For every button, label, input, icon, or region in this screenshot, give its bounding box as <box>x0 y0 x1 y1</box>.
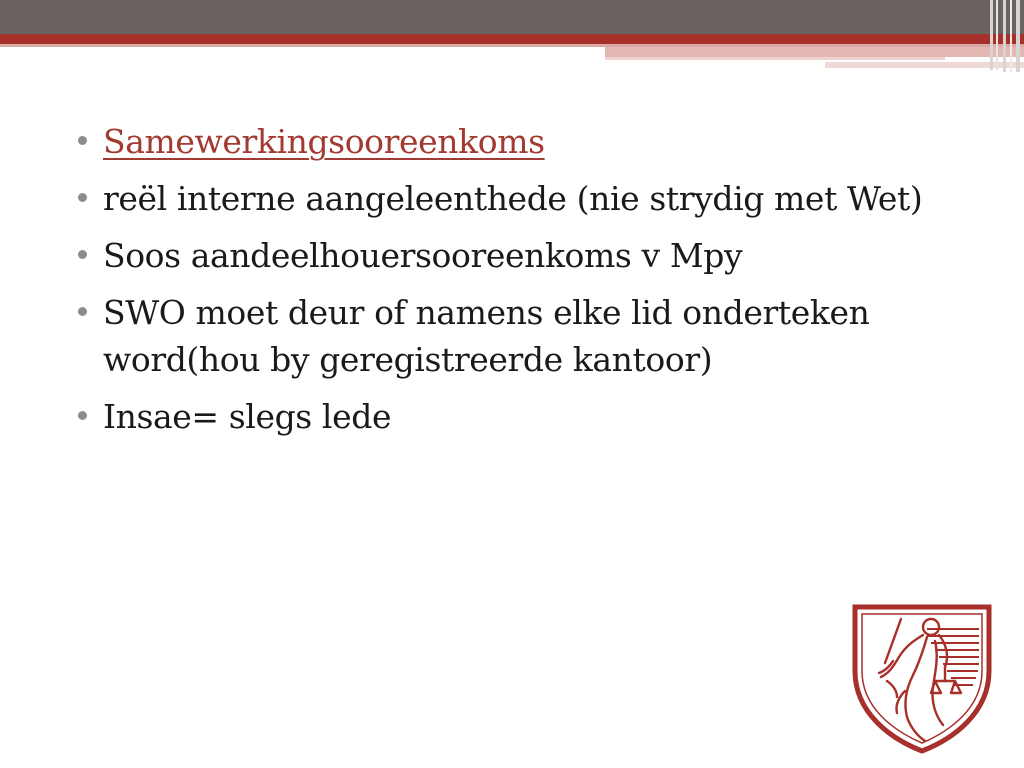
bullet-item <box>78 232 958 279</box>
cooperation-agreement-link[interactable]: Samewerkingsooreenkoms <box>103 122 545 161</box>
header-band <box>0 0 1024 72</box>
bullet-text: Soos aandeelhouersooreenkoms v Mpy <box>103 236 743 275</box>
bullet-icon <box>78 250 87 259</box>
bullet-text: Insae= slegs lede <box>103 397 392 436</box>
bullet-icon <box>78 136 87 145</box>
bullet-item[interactable] <box>78 118 958 165</box>
bullet-text: reël interne aangeleenthede (nie strydig met Wet) <box>103 179 923 218</box>
bullet-text: SWO moet deur of namens elke lid onderteken word(hou by geregistreerde kantoor) <box>103 293 870 379</box>
bullet-list <box>78 118 958 440</box>
bullet-item <box>78 175 958 222</box>
bullet-item <box>78 289 958 383</box>
bullet-icon <box>78 411 87 420</box>
bullet-item <box>78 393 958 440</box>
bullet-icon <box>78 307 87 316</box>
bullet-icon <box>78 193 87 202</box>
slide-content <box>78 118 958 450</box>
justice-shield-icon <box>849 601 995 755</box>
